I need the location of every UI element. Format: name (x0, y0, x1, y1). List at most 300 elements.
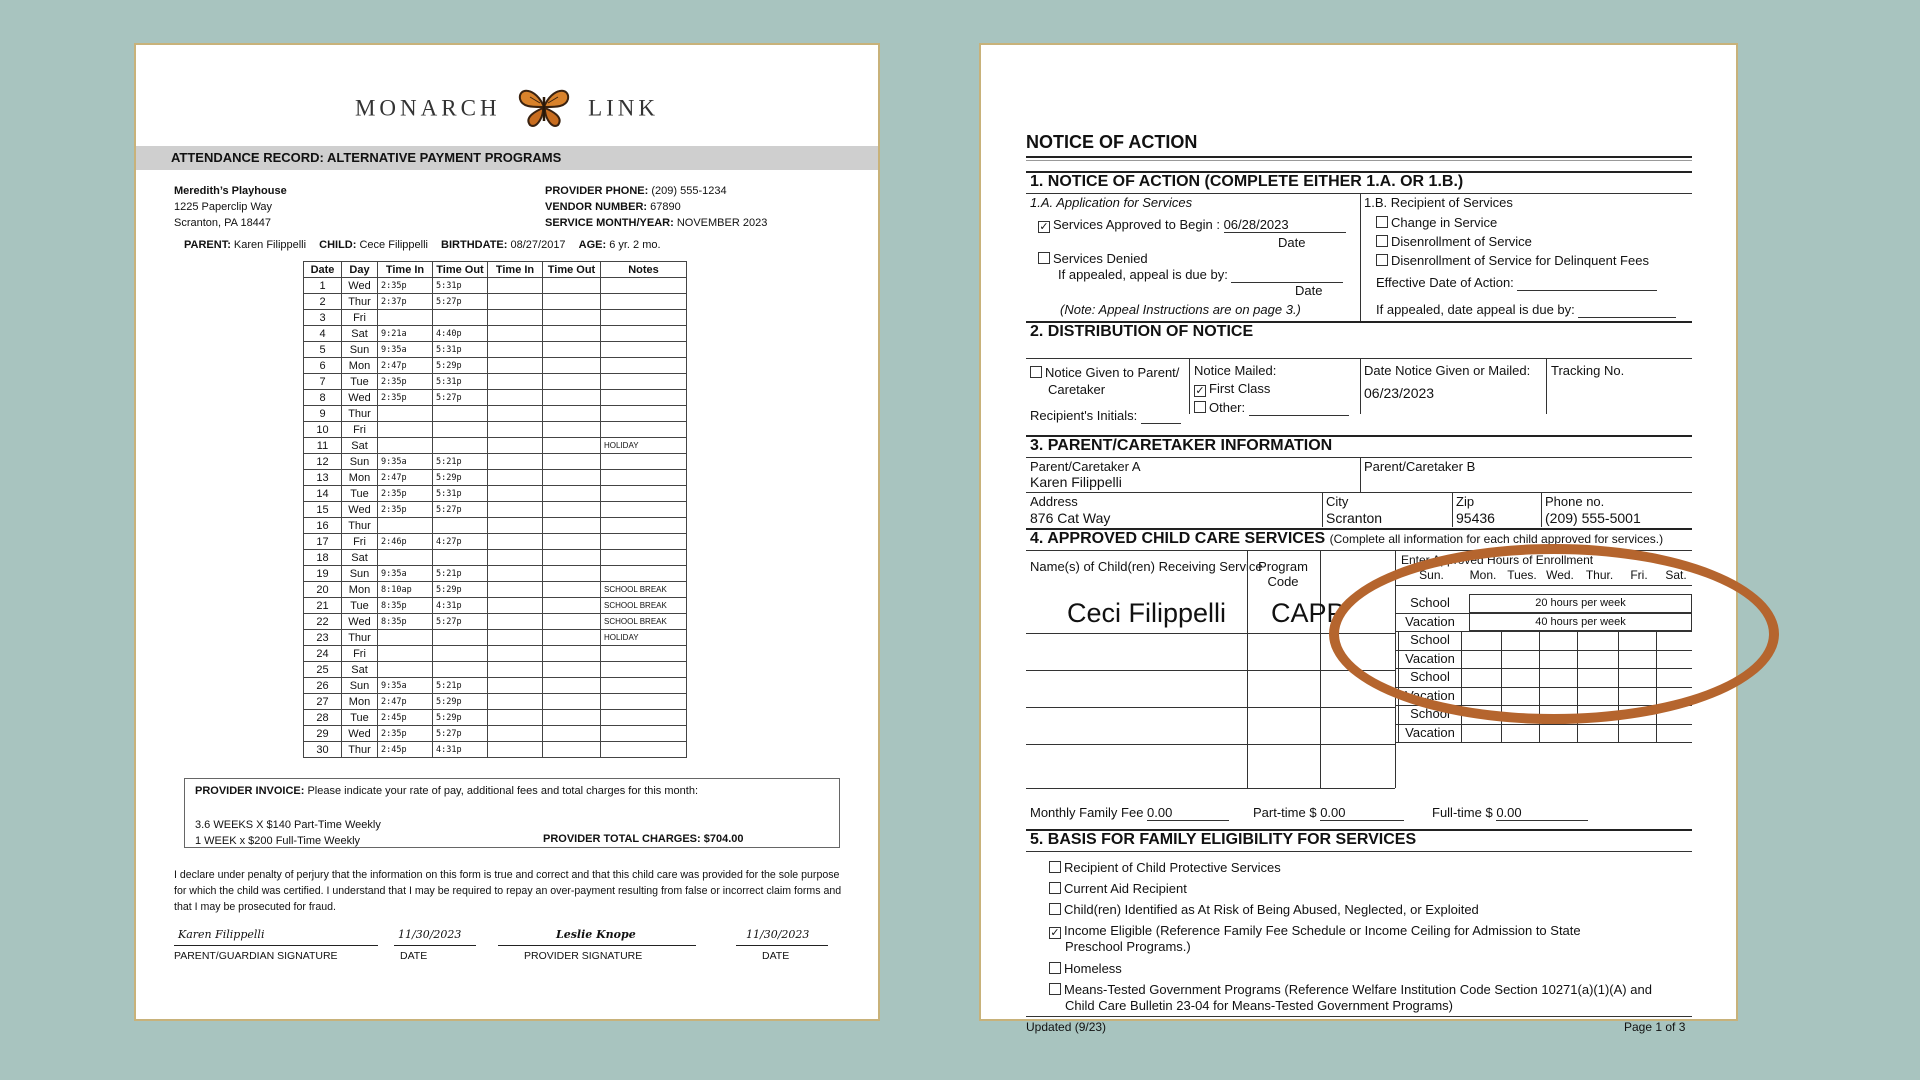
services-approved-label: Services Approved to Begin : (1053, 217, 1220, 232)
attendance-cell: 2:35p (378, 278, 433, 294)
attendance-cell (488, 294, 543, 310)
services-approved-checkbox[interactable]: ✓ (1039, 221, 1049, 233)
other-field[interactable] (1249, 400, 1349, 416)
attendance-cell (378, 438, 433, 454)
attendance-cell (543, 422, 601, 438)
attendance-cell (543, 294, 601, 310)
attendance-header-cell: Date (304, 262, 342, 278)
attendance-cell: 8 (304, 390, 342, 406)
attendance-row (304, 534, 687, 550)
part-time-label: Part-time $ (1253, 805, 1317, 820)
attendance-cell (543, 326, 601, 342)
attendance-cell: 2 (304, 294, 342, 310)
attendance-cell: HOLIDAY (601, 630, 687, 646)
attendance-header-cell: Notes (601, 262, 687, 278)
attendance-cell (543, 502, 601, 518)
attendance-cell: 22 (304, 614, 342, 630)
attendance-cell (601, 534, 687, 550)
attendance-cell (488, 454, 543, 470)
eligibility-aid-label: Current Aid Recipient (1064, 881, 1187, 896)
eligibility-means-label-2: Child Care Bulletin 23-04 for Means-Tested Government Programs) (1065, 998, 1454, 1013)
attendance-cell (601, 742, 687, 758)
parent-label: PARENT: (184, 239, 231, 251)
other-label: Other: (1209, 400, 1246, 415)
attendance-row (304, 502, 687, 518)
appeal-due-b-field[interactable] (1578, 302, 1676, 318)
day-header-cell: Fri. (1630, 568, 1648, 582)
monthly-fee-value[interactable]: 0.00 (1147, 805, 1229, 821)
first-class-label: First Class (1209, 381, 1271, 396)
attendance-cell (601, 646, 687, 662)
attendance-cell: 10 (304, 422, 342, 438)
attendance-cell: 8:35p (378, 614, 433, 630)
first-class-checkbox[interactable]: ✓ (1195, 385, 1205, 397)
attendance-cell: 8:10ap (378, 582, 433, 598)
attendance-cell: 28 (304, 710, 342, 726)
attendance-cell: 2:35p (378, 726, 433, 742)
city-label: City (1326, 494, 1349, 509)
service-month-label: SERVICE MONTH/YEAR: (545, 217, 674, 229)
attendance-cell: 1 (304, 278, 342, 294)
eligibility-homeless-row (1049, 961, 1122, 976)
parent-a-label: Parent/Caretaker A (1030, 459, 1141, 474)
attendance-cell: 30 (304, 742, 342, 758)
section2-divider-1 (1189, 358, 1190, 414)
notice-of-action-page (979, 43, 1738, 1034)
eligibility-income-label-2: Preschool Programs.) (1065, 939, 1191, 954)
attendance-cell: Mon (342, 470, 378, 486)
attendance-title: ATTENDANCE RECORD: ALTERNATIVE PAYMENT PROGRAMS (136, 146, 878, 170)
attendance-row (304, 486, 687, 502)
attendance-cell (601, 726, 687, 742)
change-row (1376, 215, 1497, 230)
child-row-rule (1026, 670, 1395, 671)
attendance-cell: 5:29p (433, 694, 488, 710)
attendance-header-cell: Time In (488, 262, 543, 278)
attendance-cell: 5:27p (433, 294, 488, 310)
attendance-cell: Fri (342, 310, 378, 326)
effective-date-field[interactable] (1517, 275, 1657, 291)
enrollment-header: Enter Approved Hours of Enrollment (1401, 553, 1594, 567)
address-rule (1026, 492, 1692, 493)
attendance-row (304, 438, 687, 454)
attendance-cell (601, 390, 687, 406)
caretaker-label: Caretaker (1048, 382, 1106, 397)
change-in-service-label: Change in Service (1391, 215, 1498, 230)
invoice-instructions: Please indicate your rate of pay, additional fees and total charges for this month: (307, 785, 698, 797)
attendance-cell (543, 390, 601, 406)
attendance-cell: 7 (304, 374, 342, 390)
attendance-cell: Tue (342, 710, 378, 726)
eligibility-means-label: Means-Tested Government Programs (Reference Welfare Institution Code Section 10271(a)(1)(A) and (1064, 982, 1652, 997)
attendance-cell (543, 630, 601, 646)
attendance-cell: 5:21p (433, 678, 488, 694)
attendance-cell: 9:35a (378, 566, 433, 582)
attendance-header-cell: Time In (378, 262, 433, 278)
logo-left-text: MONARCH (354, 95, 501, 121)
eligibility-homeless-checkbox[interactable] (1049, 962, 1061, 974)
attendance-cell (433, 422, 488, 438)
section5-rule (1026, 851, 1692, 852)
attendance-cell: 16 (304, 518, 342, 534)
provider-address-block (174, 183, 287, 231)
attendance-cell: Mon (342, 582, 378, 598)
attendance-cell (488, 710, 543, 726)
attendance-cell (543, 678, 601, 694)
attendance-cell (378, 550, 433, 566)
attendance-cell: 5 (304, 342, 342, 358)
full-time-value[interactable]: 0.00 (1496, 805, 1588, 821)
attendance-header-cell: Time Out (543, 262, 601, 278)
eligibility-risk-checkbox[interactable] (1049, 903, 1061, 915)
program-code-value[interactable]: CAPP (1271, 598, 1345, 628)
page-number: Page 1 of 3 (1624, 1020, 1686, 1034)
service-type-label: Vacation (1405, 687, 1455, 703)
parent-signature: Karen Filippelli (174, 928, 378, 946)
attendance-cell: 27 (304, 694, 342, 710)
part-time-value[interactable]: 0.00 (1320, 805, 1404, 821)
monthly-fee-label: Monthly Family Fee (1030, 805, 1144, 820)
provider-phone-label: PROVIDER PHONE: (545, 185, 649, 197)
disenrollment-fees-label: Disenrollment of Service for Delinquent Fees (1391, 253, 1649, 268)
eligibility-income-label: Income Eligible (Reference Family Fee Schedule or Income Ceiling for Admission to State (1064, 923, 1581, 938)
attendance-cell (433, 646, 488, 662)
attendance-cell: 2:47p (378, 470, 433, 486)
child-row-rule (1026, 744, 1395, 745)
vendor-number: 67890 (650, 201, 681, 213)
services-denied-label: Services Denied (1053, 251, 1148, 266)
attendance-cell (543, 470, 601, 486)
attendance-cell: Thur (342, 294, 378, 310)
hours-row-rule (1395, 742, 1692, 743)
services-denied-row (1038, 251, 1148, 266)
attendance-cell: Sat (342, 438, 378, 454)
eligibility-income-checkbox[interactable]: ✓ (1050, 927, 1060, 939)
attendance-cell: 26 (304, 678, 342, 694)
service-type-label: School (1410, 632, 1450, 647)
notice-given-checkbox[interactable] (1030, 366, 1042, 378)
appeal-due-b-label: If appealed, date appeal is due by: (1376, 302, 1575, 317)
section3-rule (1026, 457, 1692, 458)
attendance-row (304, 470, 687, 486)
phone-value[interactable]: (209) 555-5001 (1545, 510, 1641, 526)
attendance-cell (378, 662, 433, 678)
appeal-note: (Note: Appeal Instructions are on page 3.) (1060, 302, 1301, 317)
attendance-cell: 19 (304, 566, 342, 582)
approved-date-field[interactable]: 06/28/2023 (1224, 217, 1346, 233)
attendance-cell (543, 310, 601, 326)
attendance-cell (488, 374, 543, 390)
eligibility-means-checkbox[interactable] (1049, 983, 1061, 995)
attendance-cell: 5:31p (433, 278, 488, 294)
attendance-cell: Sun (342, 454, 378, 470)
attendance-cell: SCHOOL BREAK (601, 598, 687, 614)
section1-divider (1360, 193, 1361, 321)
appeal-due-field[interactable] (1231, 267, 1343, 283)
provider-signature-date: 11/30/2023 (736, 928, 828, 946)
attendance-cell (488, 342, 543, 358)
attendance-cell: 3 (304, 310, 342, 326)
attendance-cell (601, 294, 687, 310)
attendance-cell: Tue (342, 598, 378, 614)
perjury-declaration: I declare under penalty of perjury that the information on this form is true and correct and that this child care was provided for the sole purpose for which the child was certified. I understand that I may be required to repay an over-payment resulting from false or incorrect claim forms and that I may be prosecuted for fraud. (174, 869, 842, 913)
attendance-cell (543, 646, 601, 662)
attendance-cell (543, 406, 601, 422)
provider-date-label: DATE (762, 950, 790, 962)
attendance-cell (601, 374, 687, 390)
attendance-row (304, 278, 687, 294)
attendance-cell: 2:47p (378, 358, 433, 374)
attendance-cell (543, 454, 601, 470)
attendance-cell (433, 550, 488, 566)
section1-rule (1026, 193, 1692, 194)
attendance-cell: 23 (304, 630, 342, 646)
section3-heading: 3. PARENT/CARETAKER INFORMATION (1030, 437, 1333, 454)
attendance-cell: 12 (304, 454, 342, 470)
attendance-cell: Fri (342, 646, 378, 662)
attendance-row (304, 582, 687, 598)
hours-cell-divider (1618, 724, 1619, 743)
attendance-cell: 6 (304, 358, 342, 374)
attendance-cell: 5:31p (433, 486, 488, 502)
full-time-row (1432, 805, 1588, 821)
attendance-cell: Fri (342, 422, 378, 438)
attendance-cell (601, 406, 687, 422)
attendance-cell: 9 (304, 406, 342, 422)
day-header-cell: Thur. (1585, 568, 1614, 582)
vacation-hours-value[interactable]: 40 hours per week (1469, 613, 1692, 632)
attendance-cell (601, 502, 687, 518)
attendance-row (304, 422, 687, 438)
attendance-cell: 5:31p (433, 374, 488, 390)
child-info-line (184, 239, 661, 251)
vendor-number-label: VENDOR NUMBER: (545, 201, 648, 213)
section1a-heading: 1.A. Application for Services (1030, 195, 1193, 210)
hours-cell-divider (1656, 724, 1657, 743)
attendance-cell (543, 374, 601, 390)
change-in-service-checkbox[interactable] (1376, 216, 1388, 228)
attendance-cell (601, 662, 687, 678)
address-value[interactable]: 876 Cat Way (1030, 510, 1111, 526)
attendance-cell (488, 390, 543, 406)
notice-given-row (1030, 365, 1179, 380)
program-code-header: Program Code (1258, 559, 1308, 589)
attendance-cell: 5:27p (433, 726, 488, 742)
attendance-cell (488, 406, 543, 422)
attendance-cell (601, 358, 687, 374)
attendance-cell: 5:27p (433, 390, 488, 406)
provider-signature-label: PROVIDER SIGNATURE (524, 950, 643, 962)
hours-cell-divider (1577, 724, 1578, 743)
attendance-cell (488, 630, 543, 646)
highlight-circle (1329, 544, 1779, 724)
attendance-cell (601, 518, 687, 534)
attendance-row (304, 630, 687, 646)
attendance-cell (543, 742, 601, 758)
attendance-cell: 2:37p (378, 294, 433, 310)
service-type-label: Vacation (1405, 650, 1455, 666)
child-label: CHILD: (319, 239, 357, 251)
attendance-cell: 18 (304, 550, 342, 566)
attendance-cell: Sat (342, 550, 378, 566)
attendance-cell: 9:35a (378, 454, 433, 470)
attendance-cell: Sun (342, 566, 378, 582)
attendance-cell: Tue (342, 374, 378, 390)
attendance-cell (488, 470, 543, 486)
other-checkbox[interactable] (1194, 401, 1206, 413)
date-given-value[interactable]: 06/23/2023 (1364, 385, 1435, 401)
attendance-cell (601, 710, 687, 726)
logo-right-text: LINK (588, 95, 659, 121)
disenrollment-checkbox[interactable] (1376, 235, 1388, 247)
attendance-cell: 5:29p (433, 470, 488, 486)
hours-cell-divider (1398, 705, 1399, 724)
provider-phone: (209) 555-1234 (651, 185, 727, 197)
city-value[interactable]: Scranton (1326, 510, 1383, 526)
attendance-cell (543, 342, 601, 358)
age: 6 yr. 2 mo. (609, 239, 661, 251)
invoice-line2: 1 WEEK x $200 Full-Time Weekly (195, 835, 361, 847)
attendance-cell: 5:21p (433, 566, 488, 582)
attendance-cell: 4:40p (433, 326, 488, 342)
attendance-cell (488, 486, 543, 502)
day-header-cell: Mon. (1469, 568, 1497, 582)
appeal-due-b-row (1376, 302, 1676, 318)
services-denied-checkbox[interactable] (1038, 252, 1050, 264)
program-divider (1320, 550, 1321, 788)
attendance-cell (488, 566, 543, 582)
names-divider (1247, 550, 1248, 788)
child-name: Cece Filippelli (359, 239, 428, 251)
attendance-row (304, 646, 687, 662)
address-divider-2 (1452, 492, 1453, 527)
parent-a-value[interactable]: Karen Filippelli (1030, 474, 1122, 490)
eligibility-aid-checkbox[interactable] (1049, 882, 1061, 894)
attendance-row (304, 326, 687, 342)
appeal-due-label: If appealed, appeal is due by: (1058, 267, 1228, 282)
attendance-cell: 4:31p (433, 742, 488, 758)
attendance-cell (601, 678, 687, 694)
provider-date-block (736, 928, 828, 962)
provider-name: Meredith’s Playhouse (174, 185, 287, 197)
attendance-cell (543, 582, 601, 598)
attendance-row (304, 694, 687, 710)
service-month: NOVEMBER 2023 (676, 217, 768, 229)
appeal-date-caption: Date (1295, 283, 1323, 298)
attendance-cell (601, 310, 687, 326)
parent-signature-label: PARENT/GUARDIAN SIGNATURE (174, 950, 338, 962)
attendance-cell: 5:29p (433, 710, 488, 726)
child-row-rule (1026, 788, 1395, 789)
attendance-cell: 24 (304, 646, 342, 662)
child-names-header: Name(s) of Child(ren) Receiving Service (1030, 559, 1263, 574)
attendance-cell: Sun (342, 342, 378, 358)
attendance-cell (543, 566, 601, 582)
attendance-cell: Wed (342, 726, 378, 742)
disenrollment-label: Disenrollment of Service (1391, 234, 1532, 249)
disenroll-fees-row (1376, 253, 1649, 268)
attendance-cell: 11 (304, 438, 342, 454)
first-class-row (1194, 381, 1270, 397)
eligibility-cps-checkbox[interactable] (1049, 861, 1061, 873)
attendance-cell (601, 566, 687, 582)
parent-b-label: Parent/Caretaker B (1364, 459, 1476, 474)
attendance-cell: 15 (304, 502, 342, 518)
attendance-cell (543, 662, 601, 678)
attendance-cell (488, 726, 543, 742)
attendance-cell: 9:35a (378, 678, 433, 694)
attendance-cell (433, 630, 488, 646)
eligibility-cps-label: Recipient of Child Protective Services (1064, 860, 1281, 875)
disenrollment-fees-checkbox[interactable] (1376, 254, 1388, 266)
attendance-cell (601, 326, 687, 342)
attendance-cell: 5:29p (433, 582, 488, 598)
birthdate: 08/27/2017 (510, 239, 566, 251)
phone-label: Phone no. (1545, 494, 1605, 509)
section5-heading: 5. BASIS FOR FAMILY ELIGIBILITY FOR SERVICES (1030, 831, 1417, 848)
section4-title: 4. APPROVED CHILD CARE SERVICES (1030, 530, 1326, 547)
initials-label: Recipient's Initials: (1030, 408, 1138, 423)
attendance-row (304, 406, 687, 422)
attendance-cell (601, 486, 687, 502)
attendance-cell (543, 278, 601, 294)
zip-value[interactable]: 95436 (1456, 510, 1495, 526)
attendance-row (304, 342, 687, 358)
attendance-cell (601, 278, 687, 294)
school-hours-value[interactable]: 20 hours per week (1469, 594, 1692, 613)
eligibility-homeless-label: Homeless (1064, 961, 1122, 976)
attendance-cell: SCHOOL BREAK (601, 582, 687, 598)
date-given-label: Date Notice Given or Mailed: (1364, 363, 1531, 378)
hours-cell-divider (1398, 724, 1399, 743)
approved-date-caption: Date (1278, 235, 1306, 250)
attendance-cell: Tue (342, 486, 378, 502)
attendance-row (304, 710, 687, 726)
parent-name: Karen Filippelli (233, 239, 307, 251)
attendance-record-page (134, 43, 880, 1021)
provider-invoice-box (184, 778, 840, 848)
attendance-cell (488, 534, 543, 550)
attendance-cell: Mon (342, 358, 378, 374)
attendance-row (304, 454, 687, 470)
attendance-cell: 9:21a (378, 326, 433, 342)
eligibility-cps-row (1049, 860, 1281, 875)
updated-label: Updated (9/23) (1026, 1020, 1107, 1034)
initials-row (1030, 408, 1181, 424)
provider-total-charges: PROVIDER TOTAL CHARGES: $704.00 (543, 833, 744, 845)
attendance-cell: 13 (304, 470, 342, 486)
attendance-cell (488, 662, 543, 678)
attendance-cell (488, 598, 543, 614)
zip-label: Zip (1456, 494, 1475, 509)
attendance-cell (601, 470, 687, 486)
effective-date-label: Effective Date of Action: (1376, 275, 1514, 290)
attendance-cell: 20 (304, 582, 342, 598)
attendance-cell: SCHOOL BREAK (601, 614, 687, 630)
attendance-cell (488, 358, 543, 374)
initials-field[interactable] (1141, 408, 1181, 424)
attendance-cell (543, 694, 601, 710)
eligibility-means-row (1049, 982, 1652, 997)
attendance-row (304, 390, 687, 406)
monarch-link-logo (136, 85, 878, 135)
child-name-value[interactable]: Ceci Filippelli (1067, 598, 1227, 628)
attendance-cell: 4:31p (433, 598, 488, 614)
day-header-cell: Wed. (1546, 568, 1574, 582)
attendance-cell (488, 678, 543, 694)
section2-rule (1026, 358, 1692, 359)
attendance-cell: Sun (342, 678, 378, 694)
